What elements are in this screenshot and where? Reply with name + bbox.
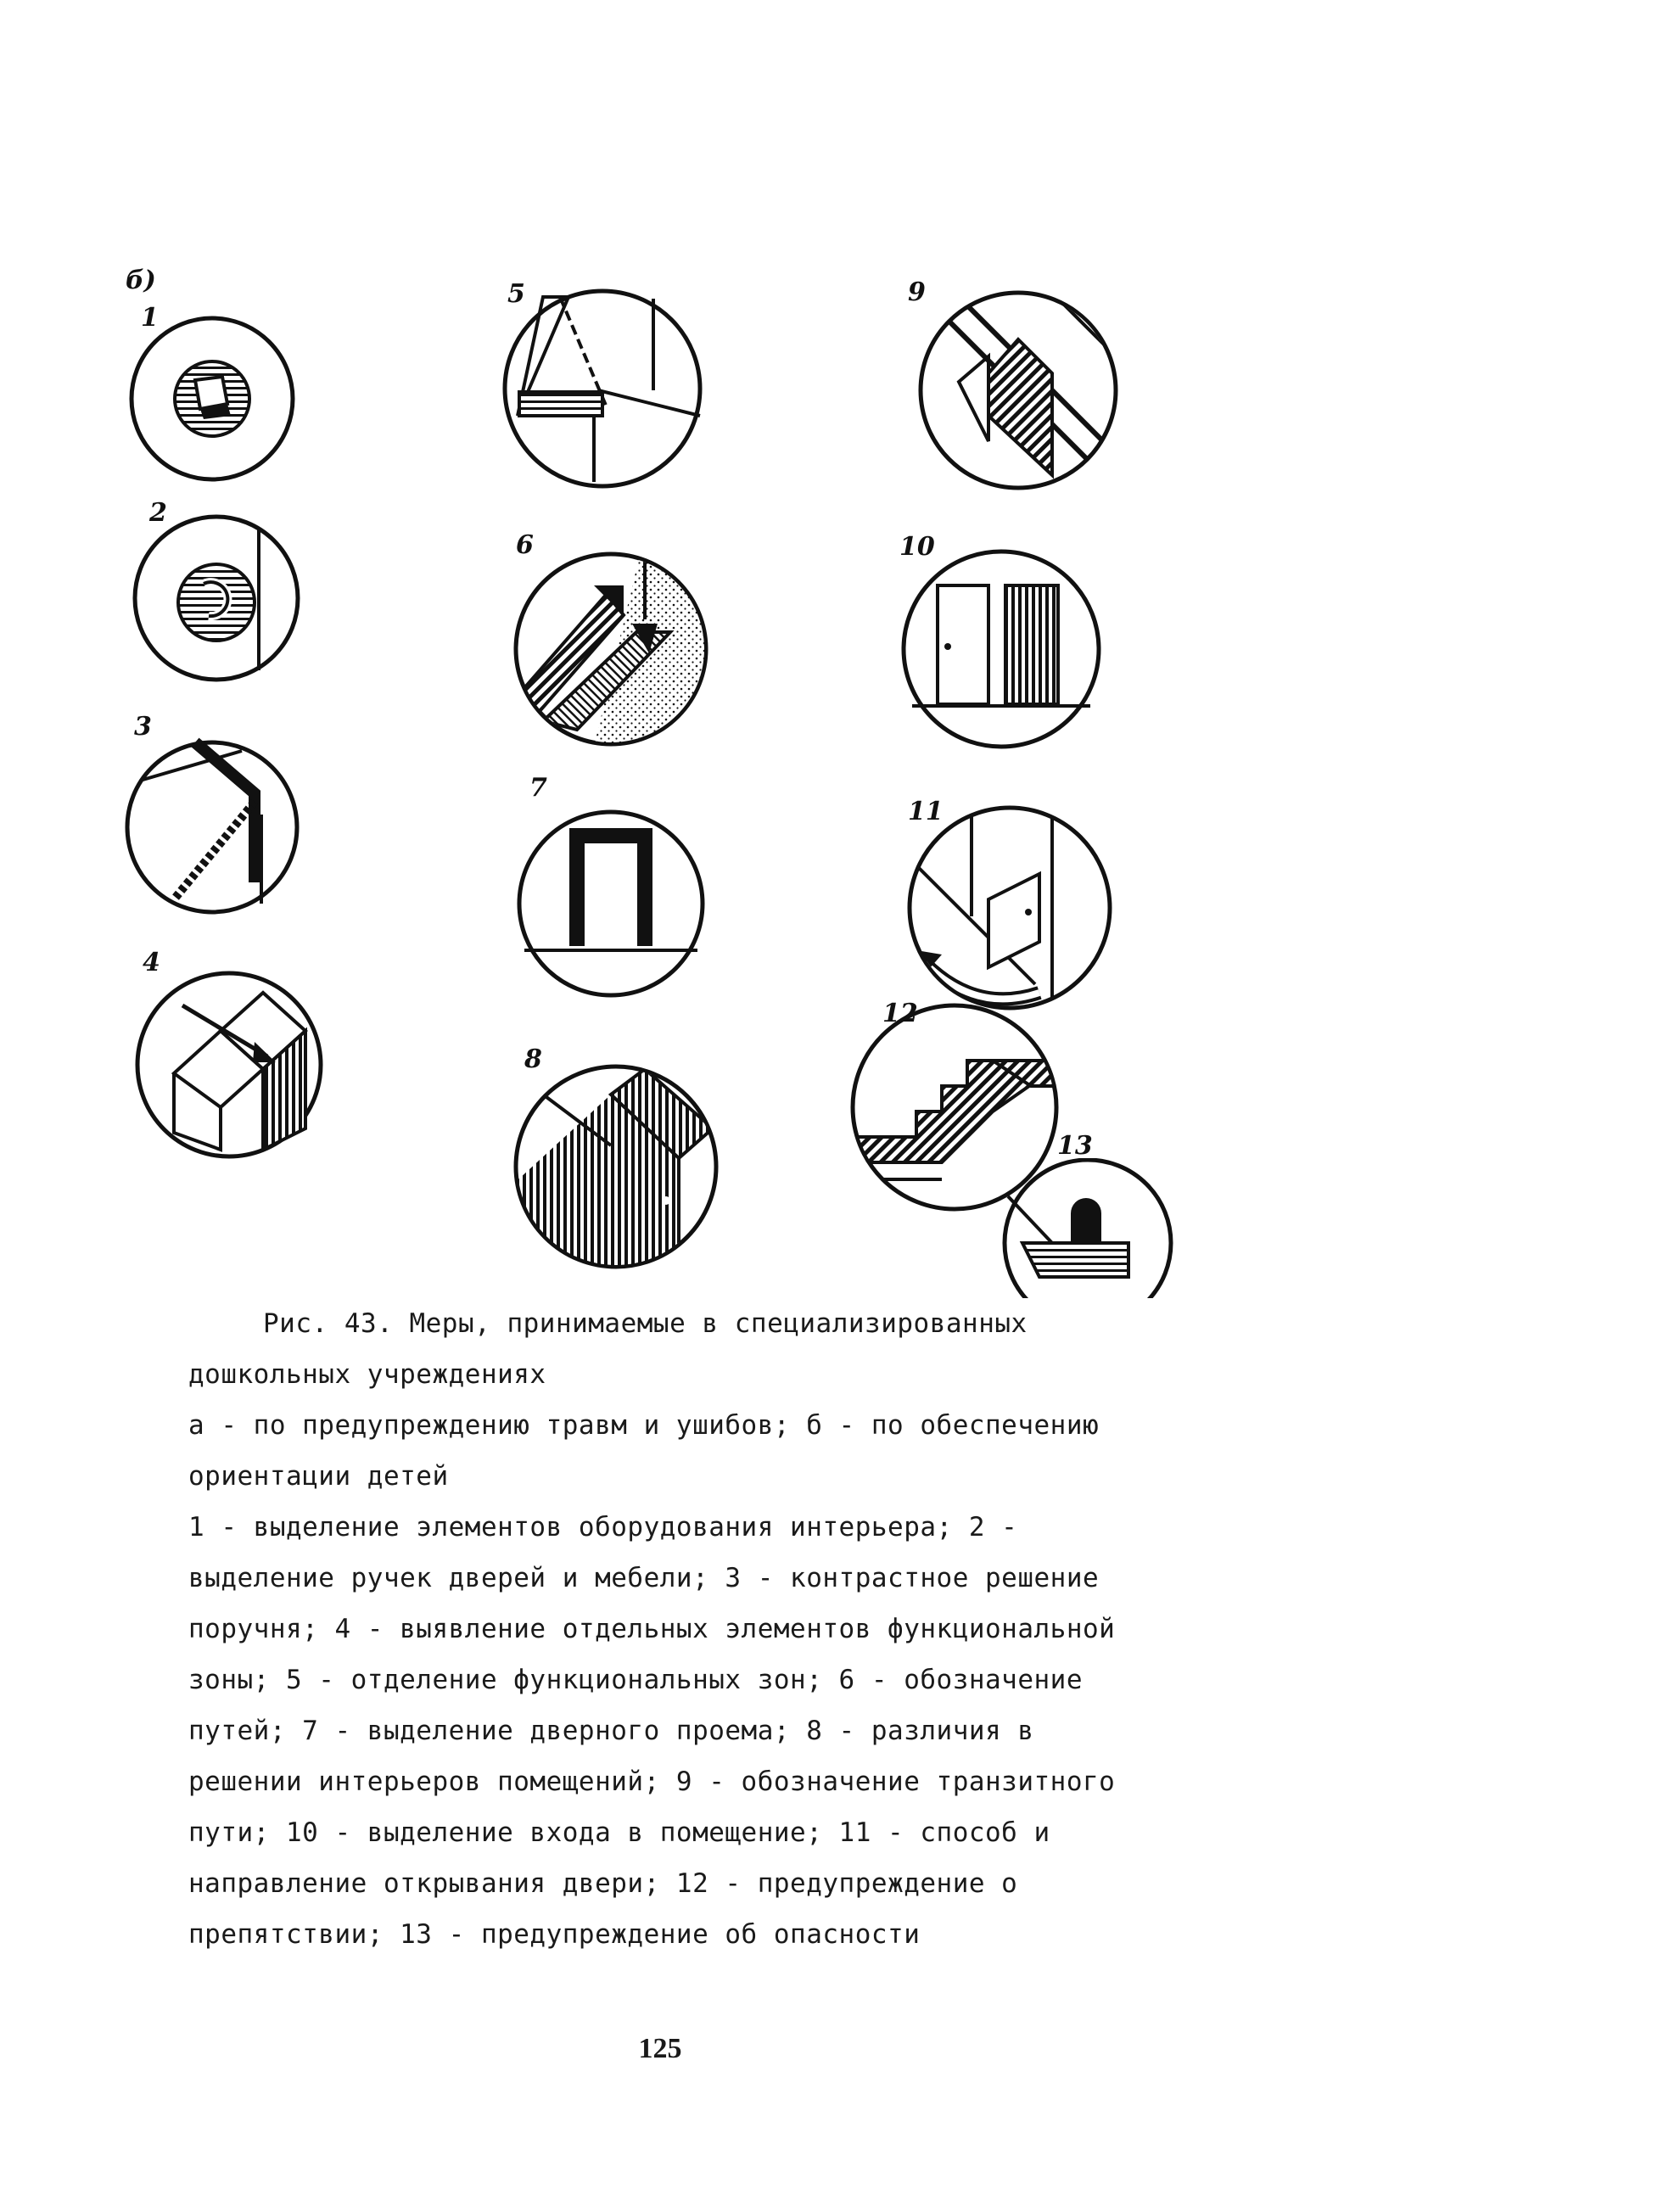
page-number: 125 xyxy=(638,2033,682,2064)
item-number-13: 13 xyxy=(1057,1131,1093,1161)
item-number-5: 5 xyxy=(507,279,525,309)
item-number-12: 12 xyxy=(882,999,918,1028)
pictogram-12 xyxy=(853,1005,1061,1209)
pictogram-8 xyxy=(509,1067,716,1273)
pictogram-5 xyxy=(505,291,700,486)
pictogram-1 xyxy=(132,318,293,479)
pictogram-3 xyxy=(127,742,297,912)
item-number-2: 2 xyxy=(149,498,167,528)
pictogram-11 xyxy=(908,808,1110,1010)
caption-legend: 1 - выделение элементов оборудования интерьера; 2 - выделение ручек дверей и мебели; 3 - контрастное решение поручня; 4 - выявление отдельных элементов функциональной зоны; 5 - отделение функциональных зон; 6 - обозначение путей; 7 - выделение дверного проема; 8 - различия в решении интерьеров помещений; 9 - обозначение транзитного пути; 10 - выделение входа в помещение; 11 - способ и направление открывания двери; 12 - предупреждение о препятствии; 13 - предупреждение об опасности xyxy=(188,1512,1116,1950)
caption-parts: а - по предупреждению травм и ушибов; б - по обеспечению ориентации детей xyxy=(188,1410,1100,1492)
pictogram-2 xyxy=(135,517,298,680)
item-number-10: 10 xyxy=(899,532,935,562)
pictogram-4 xyxy=(137,973,321,1156)
figure-caption xyxy=(188,1298,1139,1960)
panel-label: б) xyxy=(126,266,156,295)
pictogram-7 xyxy=(519,812,703,995)
item-number-6: 6 xyxy=(516,530,534,560)
pictogram-9 xyxy=(921,293,1120,488)
pictogram-6 xyxy=(516,552,713,747)
item-number-8: 8 xyxy=(524,1044,542,1074)
item-number-11: 11 xyxy=(908,797,944,826)
item-number-7: 7 xyxy=(529,773,547,803)
pictogram-13 xyxy=(1005,1160,1171,1298)
item-number-9: 9 xyxy=(908,277,926,307)
item-number-4: 4 xyxy=(143,948,160,977)
item-number-3: 3 xyxy=(134,712,152,742)
pictogram-10 xyxy=(904,552,1099,747)
item-number-1: 1 xyxy=(141,303,159,333)
caption-title: Рис. 43. Меры, принимаемые в специализированных дошкольных учреждениях xyxy=(188,1308,1028,1390)
